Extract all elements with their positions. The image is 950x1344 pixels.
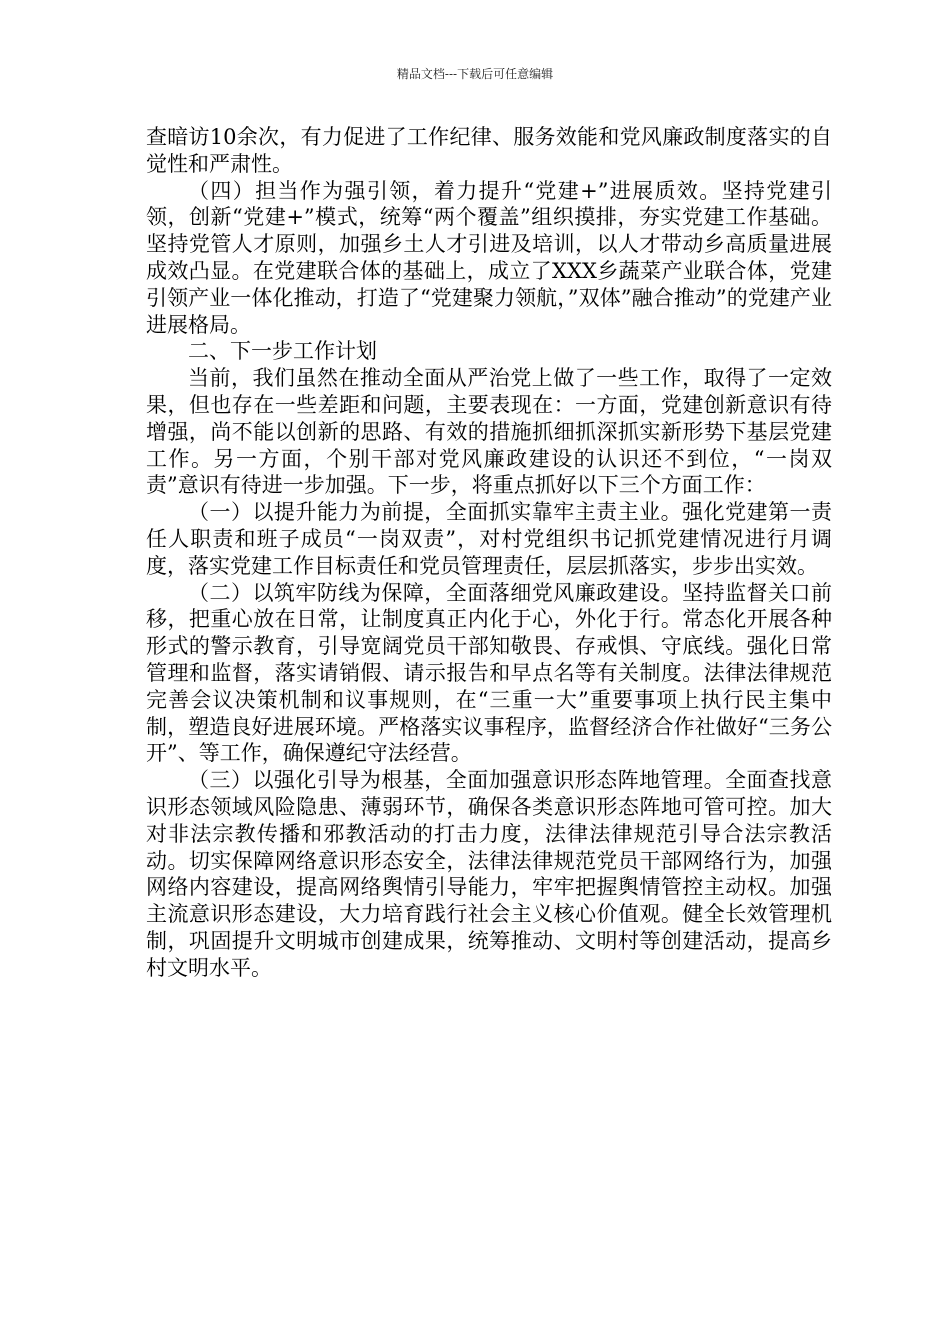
document-body xyxy=(146,124,832,982)
paragraph-4: （一）以提升能力为前提，全面抓实靠牢主责主业。强化党建第一责任人职责和班子成员“一岗双责”，对村党组织书记抓党建情况进行月调度，落实党建工作目标责任和党员管理责任，层层抓落实，步步出实效。 xyxy=(146,500,832,578)
paragraph-1: 查暗访10余次，有力促进了工作纪律、服务效能和党风廉政制度落实的自觉性和严肃性。 xyxy=(146,125,832,176)
page-header: 精品文档---下载后可任意编辑 xyxy=(396,67,554,81)
paragraph-6: （三）以强化引导为根基，全面加强意识形态阵地管理。全面查找意识形态领域风险隐患、薄弱环节，确保各类意识形态阵地可管可控。加大对非法宗教传播和邪教活动的打击力度，法律法律规范引导合法宗教活动。切实保障网络意识形态安全，法律法律规范党员干部网络行为，加强网络内容建设，提高网络舆情引导能力，牢牢把握舆情管控主动权。加强主流意识形态建设，大力培育践行社会主义核心价值观。健全长效管理机制，巩固提升文明城市创建成果，统筹推动、文明村等创建活动，提高乡村文明水平。 xyxy=(146,768,832,980)
paragraph-3: 当前，我们虽然在推动全面从严治党上做了一些工作，取得了一定效果，但也存在一些差距和问题，主要表现在：一方面，党建创新意识有待增强，尚不能以创新的思路、有效的措施抓细抓深抓实新形势下基层党建工作。另一方面，个别干部对党风廉政建设的认识还不到位，“一岗双责”意识有待进一步加强。下一步，将重点抓好以下三个方面工作： xyxy=(146,366,832,498)
paragraph-5: （二）以筑牢防线为保障，全面落细党风廉政建设。坚持监督关口前移，把重心放在日常，让制度真正内化于心，外化于行。常态化开展各种形式的警示教育，引导宽阔党员干部知敬畏、存戒惧、守底线。强化日常管理和监督，落实请销假、请示报告和早点名等有关制度。法律法律规范完善会议决策机制和议事规则，在“三重一大”重要事项上执行民主集中制，塑造良好进展环境。严格落实议事程序，监督经济合作社做好“三务公开”、等工作，确保遵纪守法经营。 xyxy=(146,580,832,766)
section-heading: 二、下一步工作计划 xyxy=(188,339,377,364)
paragraph-2: （四）担当作为强引领，着力提升“党建+”进展质效。坚持党建引领，创新“党建+”模式，统筹“两个覆盖”组织摸排，夯实党建工作基础。坚持党管人才原则，加强乡土人才引进及培训，以人才带动乡高质量进展成效凸显。在党建联合体的基础上，成立了XXX乡蔬菜产业联合体，党建引领产业一体化推动，打造了“党建聚力领航，”双体”融合推动”的党建产业进展格局。 xyxy=(146,178,832,337)
